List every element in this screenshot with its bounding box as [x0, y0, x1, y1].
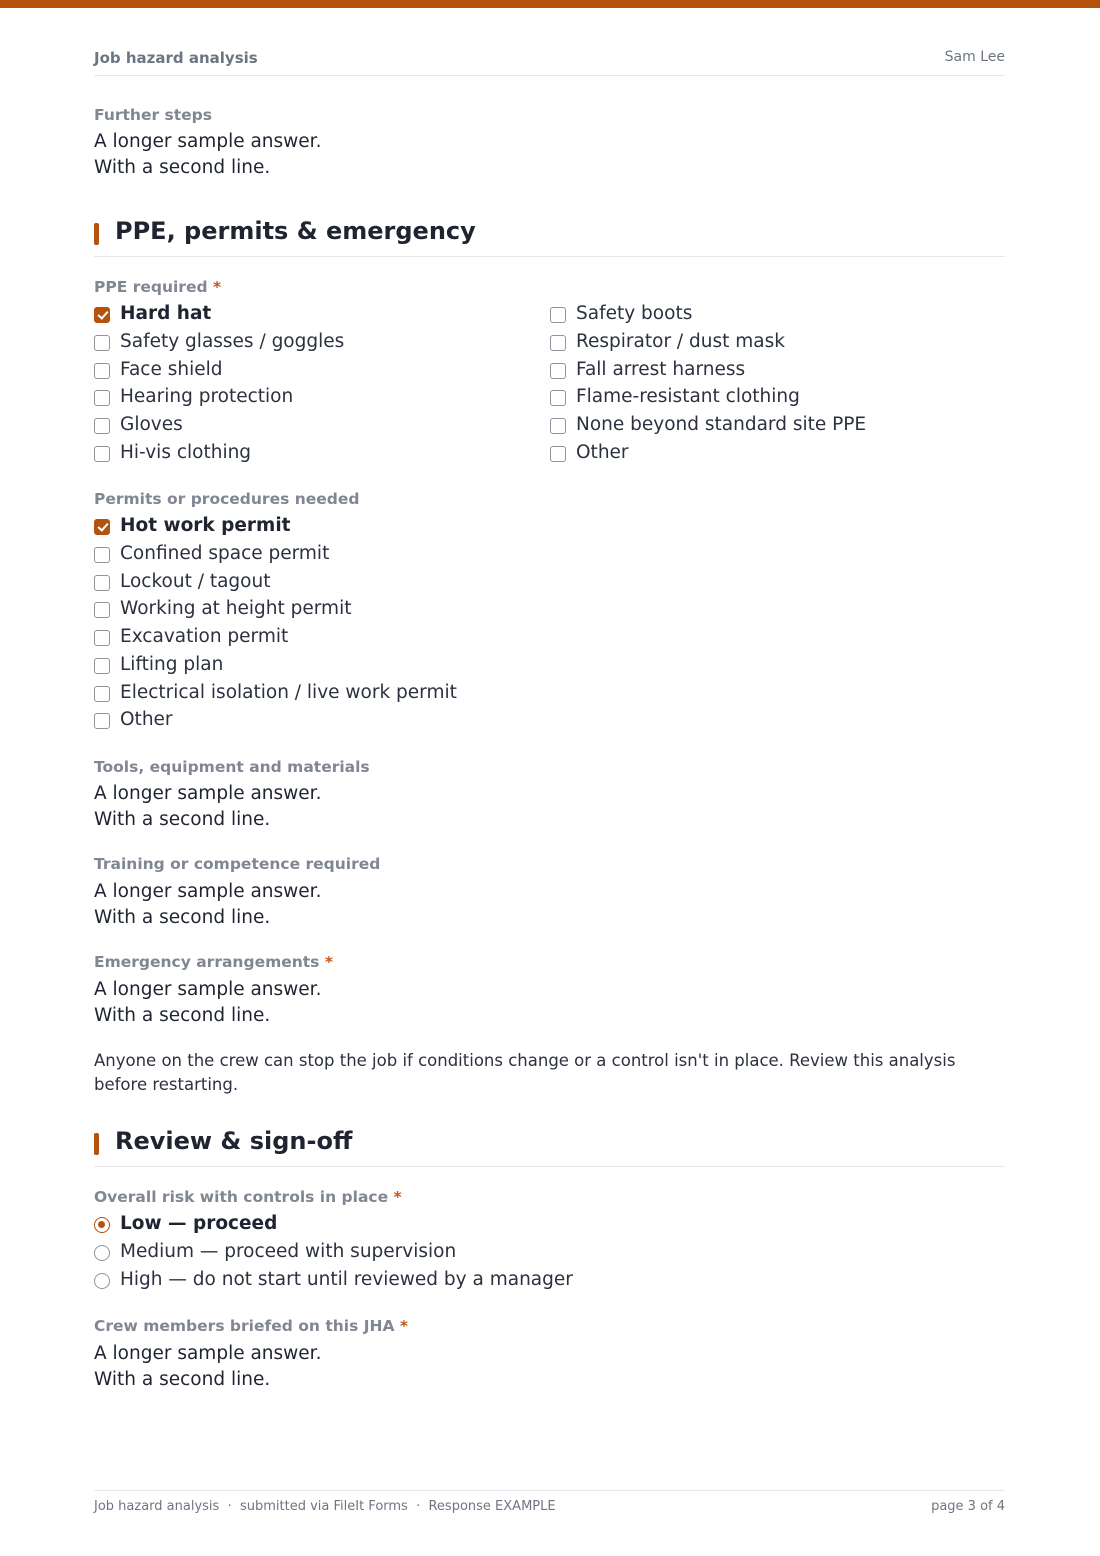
section-accent-bar — [94, 223, 99, 245]
training-label: Training or competence required — [94, 855, 381, 873]
crew-briefed-label: Crew members briefed on this JHA * — [94, 1317, 408, 1335]
checkbox-icon[interactable] — [94, 575, 110, 591]
checkbox-icon[interactable] — [94, 418, 110, 434]
checkbox-icon[interactable] — [94, 446, 110, 462]
stop-work-note: Anyone on the crew can stop the job if conditions change or a control isn't in place. Review this analysis before restarting. — [94, 1051, 956, 1094]
section-title: PPE, permits & emergency — [115, 217, 476, 245]
ppe-required-label: PPE required * — [94, 278, 222, 296]
running-header — [94, 49, 1005, 76]
checkbox-icon[interactable] — [94, 630, 110, 646]
radio-icon[interactable] — [94, 1245, 110, 1261]
page-footer — [94, 1490, 1005, 1518]
required-asterisk: * — [393, 1188, 402, 1206]
checkbox-icon[interactable] — [94, 602, 110, 618]
tools-answer: A longer sample answer. With a second line. — [94, 783, 322, 830]
page-number: page 3 of 4 — [931, 1499, 1005, 1514]
checkbox-icon[interactable] — [550, 307, 566, 323]
tools-label: Tools, equipment and materials — [94, 758, 370, 776]
training-answer: A longer sample answer. With a second line. — [94, 881, 322, 928]
radio-selected-icon[interactable] — [94, 1217, 110, 1233]
checkbox-icon[interactable] — [550, 418, 566, 434]
checkbox-icon[interactable] — [94, 335, 110, 351]
crew-briefed-answer: A longer sample answer. With a second line. — [94, 1343, 322, 1390]
radio-icon[interactable] — [94, 1273, 110, 1289]
permits-label: Permits or procedures needed — [94, 490, 360, 508]
overall-risk-label: Overall risk with controls in place * — [94, 1188, 402, 1206]
required-asterisk: * — [399, 1317, 408, 1335]
checkbox-icon[interactable] — [94, 390, 110, 406]
checkbox-icon[interactable] — [94, 686, 110, 702]
footer-text: Job hazard analysis · submitted via FileIt Forms · Response EXAMPLE — [94, 1499, 556, 1514]
checkbox-checked-icon[interactable] — [94, 307, 110, 323]
section-accent-bar — [94, 1133, 99, 1155]
document-title: Job hazard analysis — [94, 49, 258, 67]
checkbox-icon[interactable] — [94, 547, 110, 563]
checkbox-icon[interactable] — [550, 390, 566, 406]
further-steps-answer: A longer sample answer. With a second line. — [94, 131, 322, 178]
required-asterisk: * — [212, 278, 222, 296]
further-steps-label: Further steps — [94, 106, 212, 124]
checkbox-icon[interactable] — [94, 713, 110, 729]
checkbox-icon[interactable] — [550, 363, 566, 379]
checkbox-icon[interactable] — [94, 658, 110, 674]
section-heading-review — [94, 1127, 1005, 1167]
checkbox-icon[interactable] — [550, 335, 566, 351]
section-heading-ppe — [94, 217, 1005, 257]
top-accent-bar — [0, 0, 1100, 8]
checkbox-icon[interactable] — [550, 446, 566, 462]
emergency-answer: A longer sample answer. With a second line. — [94, 979, 322, 1026]
checkbox-checked-icon[interactable] — [94, 519, 110, 535]
section-title: Review & sign-off — [115, 1127, 353, 1155]
emergency-label: Emergency arrangements * — [94, 953, 333, 971]
author-name: Sam Lee — [944, 49, 1005, 65]
checkbox-icon[interactable] — [94, 363, 110, 379]
required-asterisk: * — [324, 953, 333, 971]
